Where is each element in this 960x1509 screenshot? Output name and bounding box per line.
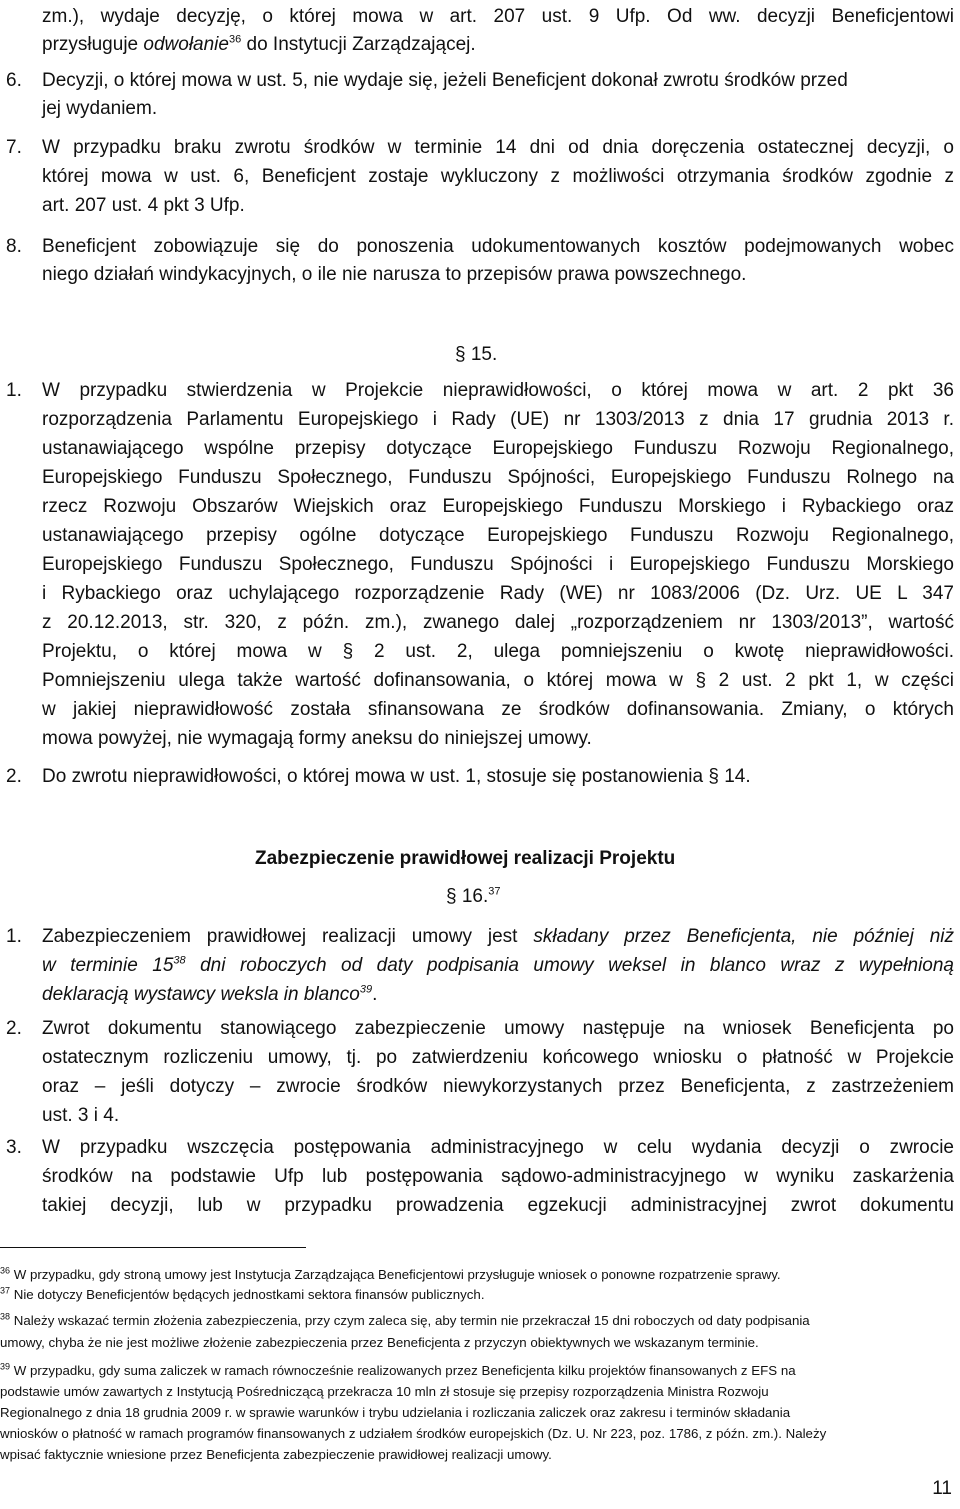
text-line: Pomniejszeniu ulega także wartość dofinansowania, o której mowa w § 2 ust. 2 pkt 1, w części	[42, 670, 954, 691]
footnote-38-cont: umowy, chyba że nie jest możliwe złożenie zabezpieczenia przez Beneficjenta z przyczyn obiektywnych we wskazanym terminie.	[0, 1335, 759, 1350]
text-line: W przypadku stwierdzenia w Projekcie nieprawidłowości, o której mowa w art. 2 pkt 36	[42, 380, 954, 401]
section-title: § 16.37	[446, 885, 501, 907]
text-line: ustanawiającego przepisy ogólne dotyczące Europejskiego Funduszu Rozwoju Regionalnego,	[42, 525, 954, 546]
text-line: Zabezpieczeniem prawidłowej realizacji umowy jest składany przez Beneficjenta, nie później niż	[42, 926, 954, 947]
footnote-39: $^{39}$ W przypadku, gdy suma zaliczek w ramach równocześnie realizowanych przez Beneficjenta kilku projektów finansowanych z EFS na	[0, 1361, 796, 1378]
text-line: mowa powyżej, nie wymagają formy aneksu do niniejszej umowy.	[42, 728, 592, 749]
text-line: Zwrot dokumentu stanowiącego zabezpieczenie umowy następuje na wniosek Beneficjenta po	[42, 1018, 954, 1039]
page-number: 11	[932, 1478, 952, 1499]
list-number: 3.	[6, 1137, 22, 1158]
text-line: z 20.12.2013, str. 320, z późn. zm.), zwanego dalej „rozporządzeniem nr 1303/2013”, wartość	[42, 612, 954, 633]
list-number: 8.	[6, 236, 22, 257]
text-line: zm.), wydaje decyzję, o której mowa w art. 207 ust. 9 Ufp. Od ww. decyzji Beneficjentowi	[42, 6, 954, 27]
text-line: rozporządzenia Parlamentu Europejskiego i Rady (UE) nr 1303/2013 z dnia 17 grudnia 2013 r.	[42, 409, 954, 430]
text-line: przysługuje odwołanie$^{36}$ do Instytucji Zarządzającej.	[42, 33, 476, 55]
text-line: w terminie $15^{38}$ dni roboczych od daty podpisania umowy weksel in blanco wraz z wypełnioną	[42, 954, 954, 976]
footnote-ref: 37	[488, 885, 501, 898]
text-line: niego działań windykacyjnych, o ile nie narusza to przepisów prawa powszechnego.	[42, 264, 747, 285]
footnote-39-cont: wpisać faktycznie wniesione przez Beneficjenta zabezpieczenie prawidłowej realizacji umowy.	[0, 1447, 552, 1462]
text-line: Europejskiego Funduszu Społecznego, Funduszu Spójności, Europejskiego Funduszu Rolnego na	[42, 467, 954, 488]
footnote-37: $^{37}$ Nie dotyczy Beneficjentów będących jednostkami sektora finansów publicznych.	[0, 1285, 485, 1302]
text-line: środków na podstawie Ufp lub postępowania sądowo-administracyjnego w wyniku zaskarżenia	[42, 1166, 954, 1187]
text-line: Beneficjent zobowiązuje się do ponoszenia udokumentowanych kosztów podejmowanych wobec	[42, 236, 954, 257]
text-line: deklaracją wystawcy weksla in blanco$^{39}$.	[42, 983, 378, 1005]
text-line: Europejskiego Funduszu Społecznego, Funduszu Spójności i Europejskiego Funduszu Morskiego	[42, 554, 954, 575]
footnote-ref: 39	[359, 983, 373, 996]
footnote-separator	[0, 1247, 306, 1248]
text-line: ustanawiającego wspólne przepisy dotyczące Europejskiego Funduszu Rozwoju Regionalnego,	[42, 438, 954, 459]
text-line: Projektu, o której mowa w § 2 ust. 2, ulega pomniejszeniu o kwotę nieprawidłowości.	[42, 641, 954, 662]
footnote-39-cont: wniosków o płatność w ramach programów finansowanych z udziałem środków europejskich (Dz. U. Nr 223, poz. 1786, z późn. zm.). Należy	[0, 1426, 827, 1441]
footnote-ref: 38	[173, 954, 186, 967]
text-line: Do zwrotu nieprawidłowości, o której mowa w ust. 1, stosuje się postanowienia § 14.	[42, 766, 751, 787]
footnote-ref: 36	[228, 33, 242, 46]
text-line: W przypadku wszczęcia postępowania administracyjnego w celu wydania decyzji o zwrocie	[42, 1137, 954, 1158]
text-line: i Rybackiego oraz uchylającego rozporządzenie Rady (WE) nr 1083/2006 (Dz. Urz. UE L 347	[42, 583, 954, 604]
text-line: ust. 3 i 4.	[42, 1105, 120, 1126]
text-line: Decyzji, o której mowa w ust. 5, nie wydaje się, jeżeli Beneficjent dokonał zwrotu środków przed	[42, 70, 848, 91]
footnote-38: $^{38}$ Należy wskazać termin złożenia zabezpieczenia, przy czym zaleca się, aby termin nie przekraczał 15 dni roboczych od daty podpisania	[0, 1311, 810, 1328]
footnote-39-cont: podstawie umów zawartych z Instytucją Pośredniczącą przekracza 10 mln zł stosuje się przepisy rozporządzenia Ministra Rozwoju	[0, 1384, 769, 1399]
text-line: ostatecznym rozliczeniu umowy, tj. po zatwierdzeniu końcowego wniosku o płatność w Projekcie	[42, 1047, 954, 1068]
list-number: 1.	[6, 380, 22, 401]
list-number: 2.	[6, 1018, 22, 1039]
text-line: takiej decyzji, lub w przypadku prowadzenia egzekucji administracyjnej zwrot dokumentu	[42, 1195, 954, 1216]
section-title: § 15.	[455, 344, 498, 365]
text-line: W przypadku braku zwrotu środków w terminie 14 dni od dnia doręczenia ostatecznej decyzji, o	[42, 137, 954, 158]
list-number: 6.	[6, 70, 22, 91]
list-number: 1.	[6, 926, 22, 947]
section-heading: Zabezpieczenie prawidłowej realizacji Projektu	[255, 848, 676, 869]
text-line: w jakiej nieprawidłowość została sfinansowana ze środków dofinansowania. Zmiany, o których	[42, 699, 954, 720]
text-line: oraz – jeśli dotyczy – zwrocie środków niewykorzystanych przez Beneficjenta, z zastrzeżeniem	[42, 1076, 954, 1097]
list-number: 7.	[6, 137, 22, 158]
footnote-39-cont: Regionalnego z dnia 18 grudnia 2009 r. w sprawie warunków i trybu udzielania i rozliczania zaliczek oraz zakresu i terminów składania	[0, 1405, 791, 1420]
text-line: której mowa w ust. 6, Beneficjent zostaje wykluczony z możliwości otrzymania środków zgodnie z	[42, 166, 954, 187]
footnote-36: $^{36}$ W przypadku, gdy stroną umowy jest Instytucja Zarządzająca Beneficjentowi przysługuje wniosek o ponowne rozpatrzenie sprawy.	[0, 1265, 781, 1282]
text-line: rzecz Rozwoju Obszarów Wiejskich oraz Europejskiego Funduszu Morskiego i Rybackiego oraz	[42, 496, 954, 517]
text-line: art. 207 ust. 4 pkt 3 Ufp.	[42, 195, 245, 216]
text-line: jej wydaniem.	[42, 98, 158, 119]
list-number: 2.	[6, 766, 22, 787]
